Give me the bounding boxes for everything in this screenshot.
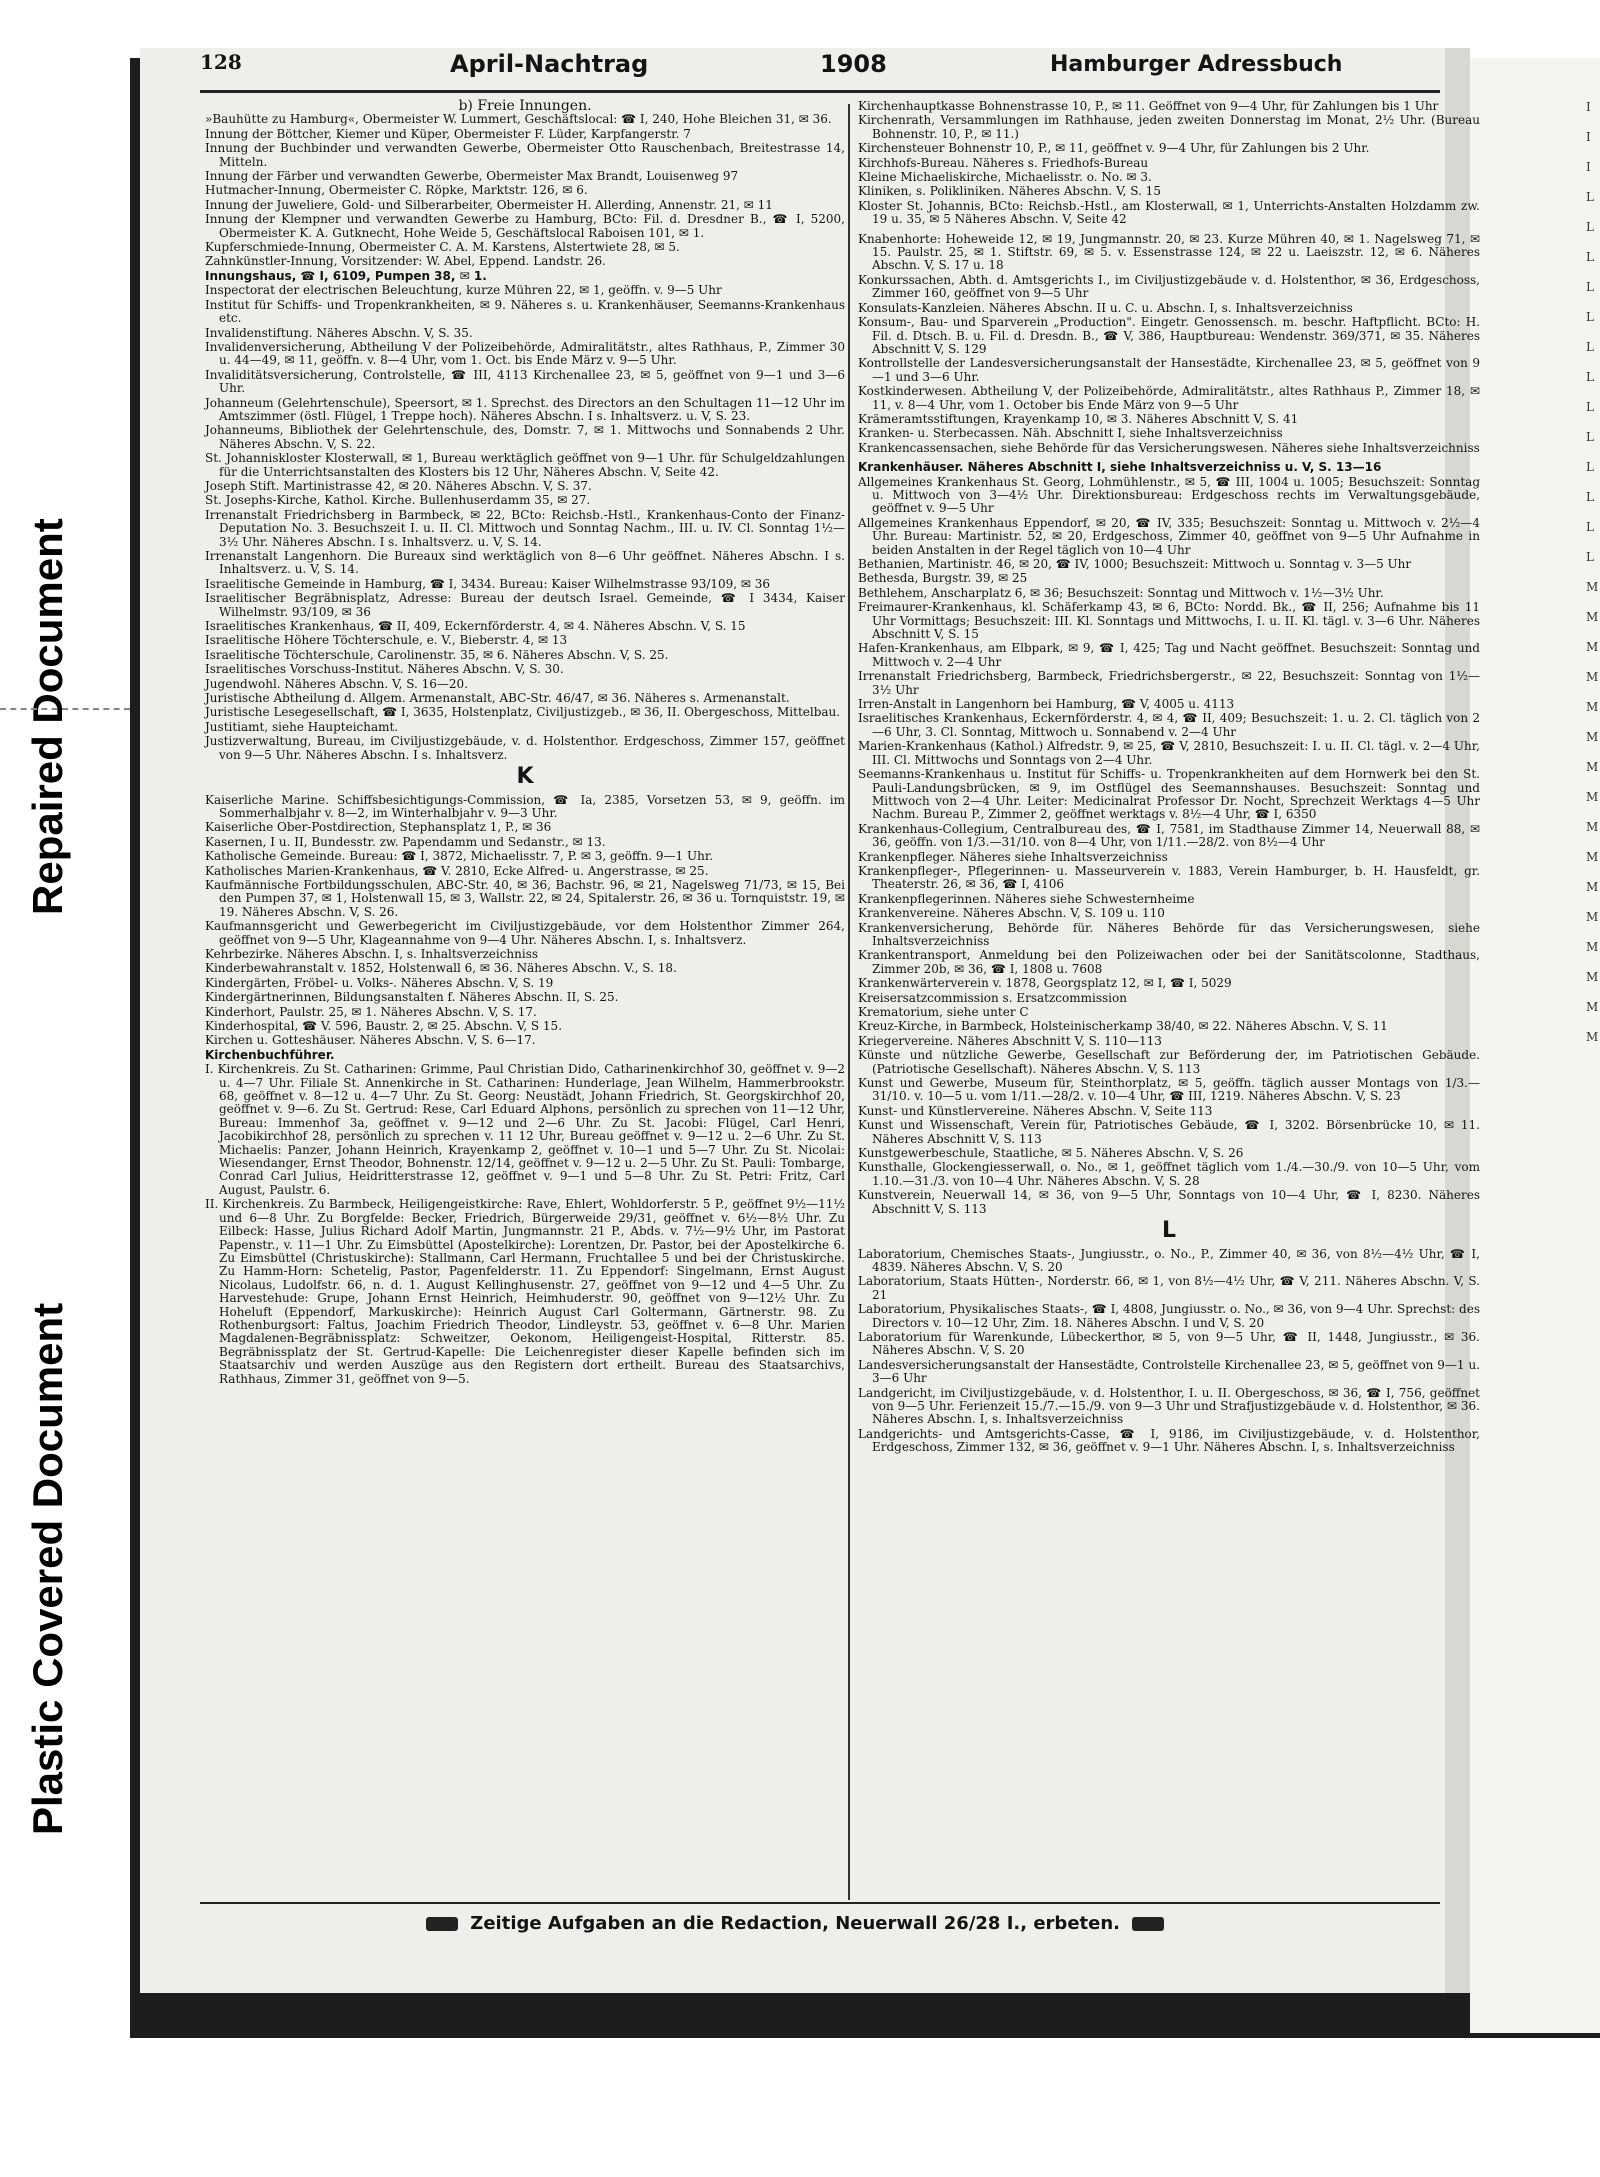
list-item: Invalidenversicherung, Abtheilung V der Polizeibehörde, Admiralitätstr., altes Rathhaus, P., Zimmer 30 u. 44—49, ✉ 11, geöffn. v. 8—4 Uhr, vom 1. Oct. bis Ende März v. 9—5 Uhr.: [205, 339, 845, 368]
margin-letter: M: [1586, 970, 1599, 984]
header-title: Hamburger Adressbuch: [1050, 52, 1343, 77]
list-item: Innung der Färber und verwandten Gewerbe, Obermeister Max Brandt, Louisenweg 97: [205, 169, 739, 184]
margin-letter: L: [1586, 340, 1594, 354]
margin-letter: M: [1586, 640, 1599, 654]
list-item: Irrenanstalt Friedrichsberg in Barmbeck, ✉ 22, BCto: Reichsb.-Hstl., Krankenhaus-Conto der Finanz-Deputation No. 3. Besuchszeit I. u. II. Cl. Mittwoch und Sonntag Nachm., III. u. IV. Cl. Sonntag 1½—3½ Uhr. Näheres Abschn. I s. Inhaltsverz. u. V, S. 14.: [205, 507, 845, 549]
margin-letter: M: [1586, 730, 1599, 744]
list-item: Inspectorat der electrischen Beleuchtung, kurze Mühren 22, ✉ 1, geöffn. v. 9—5 Uhr: [205, 283, 722, 298]
list-item: Landgerichts- und Amtsgerichts-Casse, ☎ I, 9186, im Civiljustizgebäude, v. d. Holstenthor, Erdgeschoss, Zimmer 132, ✉ 36, geöffnet v. 9—1 Uhr. Näheres Abschn. I, s. Inhaltsverzeichniss: [858, 1426, 1480, 1455]
margin-letter: M: [1586, 910, 1599, 924]
list-item: Kreuz-Kirche, in Barmbeck, Holsteinischerkamp 38/40, ✉ 22. Näheres Abschn. V, S. 11: [858, 1019, 1388, 1034]
list-item: Laboratorium für Warenkunde, Lübeckerthor, ✉ 5, von 9—5 Uhr, ☎ II, 1448, Jungiusstr., ✉ 36. Näheres Abschn. V, S. 20: [858, 1329, 1480, 1358]
list-item: Kliniken, s. Polikliniken. Näheres Abschn. V, S. 15: [858, 184, 1161, 199]
margin-letter: L: [1586, 220, 1594, 234]
letter-heading-l: L: [1161, 1218, 1177, 1244]
list-item: Israelitisches Vorschuss-Institut. Näheres Abschn. V, S. 30.: [205, 662, 564, 677]
list-item: Kunstverein, Neuerwall 14, ✉ 36, von 9—5 Uhr, Sonntags von 10—4 Uhr, ☎ I, 8230. Näheres Abschnitt V, S. 113: [858, 1188, 1480, 1216]
list-item: Laboratorium, Physikalisches Staats-, ☎ I, 4808, Jungiusstr. o. No., ✉ 36, von 9—4 Uhr. Sprechst: des Directors v. 10—12 Uhr, Zim. 18. Näheres Abschn. I und V, S. 20: [858, 1302, 1480, 1330]
list-item: Konkurssachen, Abth. d. Amtsgerichts I., im Civiljustizgebäude v. d. Holstenthor, ✉ 36, Erdgeschoss, Zimmer 160, geöffnet von 9—5 Uhr: [858, 272, 1480, 301]
letter-heading-k: K: [516, 764, 534, 790]
entry-list: [205, 794, 845, 878]
list-item: Kindergärtnerinnen, Bildungsanstalten f. Näheres Abschn. II, S. 25.: [205, 990, 619, 1005]
entry-list: [858, 100, 1480, 227]
list-item: Justizverwaltung, Bureau, im Civiljustizgebäude, v. d. Holstenthor. Erdgeschoss, Zimmer 157, geöffnet von 9—5 Uhr. Näheres Abschn. I s. Inhaltsverz.: [205, 734, 845, 762]
margin-letter: L: [1586, 190, 1594, 204]
list-item: Kloster St. Johannis, BCto: Reichsb.-Hstl., am Klosterwall, ✉ 1, Unterrichts-Anstalten Holzdamm zw. 19 u. 35, ✉ 5 Näheres Abschn. V, Seite 42: [858, 198, 1480, 227]
knabenhorte-entry: Knabenhorte: Hoheweide 12, ✉ 19, Jungmannstr. 20, ✉ 23. Kurze Mühren 40, ✉ 1. Nagelsweg 71, ✉ 15. Paulstr. 25, ✉ 1. Stiftstr. 69, ✉ 5. v. Essenstrasse 124, ✉ 22 u. Laeiszstr. 12, ✉ 6. Näheres Abschn. V, S. 17 u. 18: [858, 231, 1480, 273]
pointing-hand-icon: [426, 1917, 458, 1931]
entry-list: [858, 1275, 1480, 1454]
list-item: Kunsthalle, Glockengiesserwall, o. No., ✉ 1, geöffnet täglich vom 1./4.—30./9. von 10—5 Uhr, vom 1.10.—31./3. von 10—4 Uhr. Näheres Abschn. V, S. 28: [858, 1160, 1480, 1188]
list-item: Kinderbewahranstalt v. 1852, Holstenwall 6, ✉ 36. Näheres Abschn. V., S. 18.: [205, 961, 677, 976]
list-item: Freimaurer-Krankenhaus, kl. Schäferkamp 43, ✉ 6, BCto: Nordd. Bk., ☎ II, 256; Aufnahme bis 11 Uhr Vormittags; Besuchszeit: III. Kl. Sonntags und Mittwochs, I. u. II. Kl. tägl. v. 3—6 Uhr. Näheres Abschnitt V, S. 15: [858, 600, 1480, 642]
list-item: Zahnkünstler-Innung, Vorsitzender: W. Abel, Eppend. Landstr. 26.: [205, 254, 606, 269]
list-item: Kaufmannsgericht und Gewerbegericht im Civiljustizgebäude, vor dem Holstenthor Zimmer 264, geöffnet von 9—5 Uhr, Klageannahme von 9—4 Uhr. Näheres Abschn. I, s. Inhaltsverz.: [205, 919, 845, 947]
margin-letter: L: [1586, 310, 1594, 324]
list-item: Künste und nützliche Gewerbe, Gesellschaft zur Beförderung der, im Patriotischen Gebäude. (Patriotische Gesellschaft). Näheres Abschn. V, S. 113: [858, 1048, 1480, 1076]
list-item: Allgemeines Krankenhaus St. Georg, Lohmühlenstr., ✉ 5, ☎ III, 1004 u. 1005; Besuchszeit: Sonntag u. Mittwoch von 3—4½ Uhr. Direktionsbureau: Erdgeschoss rechts im Verwaltungsgebäude, geöffnet v. 9—5 Uhr: [858, 474, 1480, 516]
list-item: Kleine Michaeliskirche, Michaelisstr. o. No. ✉ 3.: [858, 170, 1152, 185]
list-item: »Bauhütte zu Hamburg«, Obermeister W. Lummert, Geschäftslocal: ☎ I, 240, Hohe Bleichen 31, ✉ 36.: [205, 112, 832, 127]
list-item: Bethanien, Martinistr. 46, ✉ 20, ☎ IV, 1000; Besuchszeit: Mittwoch u. Sonntag v. 3—5 Uhr: [858, 557, 1412, 571]
plastic-covered-label: Plastic Covered Document: [24, 1302, 71, 1835]
list-item: St. Josephs-Kirche, Kathol. Kirche. Bullenhuserdamm 35, ✉ 27.: [205, 493, 591, 508]
list-item: Kirchenhauptkasse Bohnenstrasse 10, P., ✉ 11. Geöffnet von 9—4 Uhr, für Zahlungen bis 1 Uhr: [858, 99, 1439, 113]
list-item: Jugendwohl. Näheres Abschn. V, S. 16—20.: [205, 676, 469, 691]
krankenhaeuser-entry: Krankenhäuser. Näheres Abschnitt I, siehe Inhaltsverzeichniss u. V, S. 13—16: [858, 460, 1382, 475]
list-item: Innung der Juweliere, Gold- und Silberarbeiter, Obermeister H. Allerding, Annenstr. 21, ✉ 11: [205, 197, 773, 212]
list-item: Innung der Böttcher, Kiemer und Küper, Obermeister F. Lüder, Karpfangerstr. 7: [205, 126, 691, 141]
margin-letter: L: [1586, 370, 1594, 384]
list-item: Invalidenstiftung. Näheres Abschn. V, S. 35.: [205, 325, 473, 340]
list-item: Seemanns-Krankenhaus u. Institut für Schiffs- u. Tropenkrankheiten auf dem Hornwerk bei den St. Pauli-Landungsbrücken, ✉ 9, im Ostflügel des Seemannshauses. Besuchszeit: Sonntag und Mittwoch von 2—4 Uhr. Leiter: Medicinalrat Professor Dr. Nocht, Sprechzeit Werktags 4—5 Uhr Nachm. Bureau P., Zimmer 2, geöffnet werktags v. 8½—4 Uhr, ☎ I, 6350: [858, 767, 1480, 822]
list-item: Marien-Krankenhaus (Kathol.) Alfredstr. 9, ✉ 25, ☎ V, 2810, Besuchszeit: I. u. II. Cl. tägl. v. 2—4 Uhr, III. Cl. Mittwochs und Sonntags von 2—4 Uhr.: [858, 739, 1480, 767]
list-item: Krankenhaus-Collegium, Centralbureau des, ☎ I, 7581, im Stadthause Zimmer 14, Neuerwall 88, ✉ 36, geöffn. von 1/3.—31/10. von 8—4 Uhr, von 1/11.—28/2. von 8½—4 Uhr: [858, 821, 1480, 850]
margin-letter: M: [1586, 1030, 1599, 1044]
list-item: Kriegervereine. Näheres Abschnitt V, S. 110—113: [858, 1033, 1162, 1048]
list-item: Kirchensteuer Bohnenstr 10, P., ✉ 11, geöffnet v. 9—4 Uhr, für Zahlungen bis 2 Uhr.: [858, 141, 1370, 156]
list-item: Israelitische Töchterschule, Carolinenstr. 35, ✉ 6. Näheres Abschn. V, S. 25.: [205, 647, 669, 662]
list-item: Innung der Buchbinder und verwandten Gewerbe, Obermeister Otto Rauschenbach, Breitestrasse 14, Mitteln.: [205, 141, 845, 169]
footer-rule: [200, 1902, 1440, 1904]
list-item: Kaiserliche Marine. Schiffsbesichtigungs-Commission, ☎ Ia, 2385, Vorsetzen 53, ✉ 9, geöffn. im Sommerhalbjahr v. 8—2, im Winterhalbjahr v. 9—3 Uhr.: [205, 792, 845, 820]
list-item: Krankenversicherung, Behörde für. Näheres Behörde für das Versicherungswesen, siehe Inhaltsverzeichniss: [858, 920, 1480, 948]
right-column: [858, 100, 1480, 1456]
list-item: Hutmacher-Innung, Obermeister C. Röpke, Marktstr. 126, ✉ 6.: [205, 183, 588, 198]
laboratorium-entry: Laboratorium, Chemisches Staats-, Jungiusstr., o. No., P., Zimmer 40, ✉ 36, von 8½—4½ Uhr, ☎ I, 4839. Näheres Abschn. V, S. 20: [858, 1246, 1480, 1274]
list-item: Kaiserliche Ober-Postdirection, Stephansplatz 1, P., ✉ 36: [205, 820, 552, 835]
entry-list: [858, 274, 1480, 455]
kaufmaennische-entry: Kaufmännische Fortbildungsschulen, ABC-Str. 40, ✉ 36, Bachstr. 96, ✉ 21, Nagelsweg 71/73, ✉ 15, Bei den Pumpen 37, ✉ 1, Holstenwall 15, ✉ 3, Wallstr. 22, ✉ 24, Spitalerstr. 26, ✉ 36 u. Tornquiststr. 19, ✉ 19. Näheres Abschn. V, S. 26.: [205, 877, 845, 919]
margin-letter: L: [1586, 490, 1594, 504]
margin-letter: L: [1586, 400, 1594, 414]
list-item: Krankenvereine. Näheres Abschn. V, S. 109 u. 110: [858, 906, 1165, 921]
repaired-document-label: Repaired Document: [24, 518, 71, 915]
list-item: Krankenpfleger. Näheres siehe Inhaltsverzeichniss: [858, 849, 1168, 864]
margin-letter: I: [1586, 100, 1591, 114]
list-item: Krematorium, siehe unter C: [858, 1005, 1029, 1019]
margin-letter: M: [1586, 610, 1599, 624]
list-item: Krankenwärterverein v. 1878, Georgsplatz 12, ✉ I, ☎ I, 5029: [858, 976, 1232, 991]
list-item: Juristische Lesegesellschaft, ☎ I, 3635, Holstenplatz, Civiljustizgeb., ✉ 36, II. Obergeschoss, Mittelbau.: [205, 705, 841, 720]
entry-list: [858, 476, 1480, 1217]
list-item: Kunstgewerbeschule, Staatliche, ✉ 5. Näheres Abschn. V, S. 26: [858, 1146, 1244, 1161]
list-item: Laboratorium, Staats Hütten-, Norderstr. 66, ✉ 1, von 8½—4½ Uhr, ☎ V, 211. Näheres Abschn. V, S. 21: [858, 1274, 1480, 1302]
kirchenbuch-heading: Kirchenbuchführer.: [205, 1047, 335, 1062]
list-item: Justitiamt, siehe Haupteichamt.: [205, 719, 399, 734]
sidebar: [0, 0, 130, 2177]
margin-letter: M: [1586, 760, 1599, 774]
kirchenkreis-1: I. Kirchenkreis. Zu St. Catharinen: Grimme, Paul Christian Dido, Catharinenkirchhof 30, geöffnet v. 9—2 u. 4—7 Uhr. Filiale St. Annenkirche in St. Catharinen: Hunderlage, Jean Wilhelm, Hammerbrookstr. 68, geöffnet v. 8—12 u. 4—7 Uhr. Zu St. Georg: Neustädt, Johann Friedrich, St. Georgskirchhof 20, geöffnet v. 9—6. Zu St. Gertrud: Rese, Carl Eduard Alphons, persönlich zu sprechen von 11—12 Uhr, Bureau: Immenhof 3a, geöffnet v. 9—12 und 2—6 Uhr. Zu St. Jacobi: Flügel, Carl Henri, Jacobikirchhof 28, persönlich zu sprechen v. 11 12 Uhr, Bureau geöffnet v. 9—12 u. 2—6 Uhr. Zu St. Michaelis: Panzer, Johann Heinrich, Krayenkamp 2, geöffnet v. 10—1 und 5—7 Uhr. Zu St. Nicolai: Wiesendanger, Ernst Theodor, Bohnenstr. 12/14, geöffnet v. 9—12 u. 2—5 Uhr. Zu St. Pauli: Tombarge, Conrad Carl Julius, Heidritterstrasse 12, geöffnet v. 9—1 und 5—8 Uhr. Zu St. Petri: Fritz, Carl August, Paulstr. 6.: [205, 1062, 845, 1197]
column-divider: [848, 104, 850, 1900]
margin-letter: L: [1586, 550, 1594, 564]
list-item: Konsum-, Bau- und Sparverein „Production". Eingetr. Genossensch. m. beschr. Haftpflicht. BCto: H. Fil. d. Dtsch. B. u. Fil. d. Dresdn. B., ☎ V, 386, Hauptbureau: Wendenstr. 369/371, ✉ 35. Näheres Abschnitt V, S. 129: [858, 315, 1480, 356]
list-item: Landgericht, im Civiljustizgebäude, v. d. Holstenthor, I. u. II. Obergeschoss, ✉ 36, ☎ I, 756, geöffnet von 9—5 Uhr. Ferienzeit 15./7.—15./9. von 9—3 Uhr und Strafjustizgebäude v. d. Holstenthor, ✉ 36. Näheres Abschn. I, s. Inhaltsverzeichniss: [858, 1385, 1480, 1427]
list-item: Krankenpfleger-, Pflegerinnen- u. Masseurverein v. 1883, Verein Hamburger, b. H. Hausfeldt, gr. Theaterstr. 26, ✉ 36, ☎ I, 4106: [858, 863, 1480, 892]
list-item: Bethesda, Burgstr. 39, ✉ 25: [858, 571, 1028, 586]
list-item: Israelitischer Begräbnisplatz, Adresse: Bureau der deutsch Israel. Gemeinde, ☎ I 3434, Kaiser Wilhelmstr. 93/109, ✉ 36: [205, 591, 845, 619]
margin-letter: M: [1586, 940, 1599, 954]
list-item: Kirchen u. Gotteshäuser. Näheres Abschn. V, S. 6—17.: [205, 1033, 536, 1048]
list-item: Kunst und Wissenschaft, Verein für, Patriotisches Gebäude, ☎ I, 3202. Börsenbrücke 10, ✉ 11. Näheres Abschnitt V, S. 113: [858, 1118, 1480, 1146]
list-item: Krankencassensachen, siehe Behörde für das Versicherungswesen. Näheres siehe Inhaltsverzeichniss: [858, 440, 1480, 455]
page-footer: [420, 1913, 1170, 1934]
list-item: Kreisersatzcommission s. Ersatzcommission: [858, 990, 1127, 1005]
list-item: Irrenanstalt Langenhorn. Die Bureaux sind werktäglich von 8—6 Uhr geöffnet. Näheres Abschn. I s. Inhaltsverz. u. V, S. 14.: [205, 549, 845, 577]
list-item: Kirchenrath, Versammlungen im Rathhause, jeden zweiten Donnerstag im Monat, 2½ Uhr. (Bureau Bohnenstr. 10, P., ✉ 11.): [858, 113, 1480, 141]
margin-letter: L: [1586, 460, 1594, 474]
list-item: Kostkinderwesen. Abtheilung V, der Polizeibehörde, Admiralitätstr., altes Rathhaus P., Zimmer 18, ✉ 11, v. 8—4 Uhr, vom 1. October bis Ende März von 9—5 Uhr: [858, 384, 1480, 412]
list-item: Invaliditätsversicherung, Controlstelle, ☎ III, 4113 Kirchenallee 23, ✉ 5, geöffnet von 9—1 und 3—6 Uhr.: [205, 367, 845, 396]
list-item: Irren-Anstalt in Langenhorn bei Hamburg, ☎ V, 4005 u. 4113: [858, 697, 1235, 712]
page-number: 128: [200, 50, 242, 74]
list-item: Katholische Gemeinde. Bureau: ☎ I, 3872, Michaelisstr. 7, P. ✉ 3, geöffn. 9—1 Uhr.: [205, 849, 714, 864]
list-item: Israelitisches Krankenhaus, Eckernförderstr. 4, ✉ 4, ☎ II, 409; Besuchszeit: 1. u. 2. Cl. täglich von 2—6 Uhr, 3. Cl. Sonntag, Mittwoch u. Sonnabend v. 2—4 Uhr: [858, 711, 1480, 739]
margin-letter: L: [1586, 520, 1594, 534]
list-item: Juristische Abtheilung d. Allgem. Armenanstalt, ABC-Str. 46/47, ✉ 36. Näheres s. Armenanstalt.: [205, 691, 790, 706]
list-item: Kinderhort, Paulstr. 25, ✉ 1. Näheres Abschn. V, S. 17.: [205, 1004, 537, 1019]
margin-letter: I: [1586, 130, 1591, 144]
margin-letter: M: [1586, 580, 1599, 594]
margin-letter: M: [1586, 850, 1599, 864]
list-item: Institut für Schiffs- und Tropenkrankheiten, ✉ 9. Näheres s. u. Krankenhäuser, Seemanns-Krankenhaus etc.: [205, 297, 845, 326]
list-item: Krankenpflegerinnen. Näheres siehe Schwesternheime: [858, 891, 1195, 906]
header-rule: [200, 90, 1440, 93]
list-item: St. Johanniskloster Klosterwall, ✉ 1, Bureau werktäglich geöffnet von 9—1 Uhr. für Schulgeldzahlungen für die Unterrichtsanstalten des Klosters bis 12 Uhr, Näheres Abschn. V, Seite 42.: [205, 451, 845, 479]
list-item: Innung der Klempner und verwandten Gewerbe zu Hamburg, BCto: Fil. d. Dresdner B., ☎ I, 5200, Obermeister K. A. Gutknecht, Hohe Weide 5, Geschäftslocal Raboisen 101, ✉ 1.: [205, 212, 845, 240]
margin-letter: M: [1586, 820, 1599, 834]
list-item: Kunst und Gewerbe, Museum für, Steinthorplatz, ✉ 5, geöffn. täglich ausser Montags von 1/3.—31/10. v. 10—5 u. vom 1/11.—28/2. v. 10—4 Uhr, ☎ III, 1219. Näheres Abschn. V, S. 23: [858, 1076, 1480, 1104]
entry-list: [205, 920, 845, 1048]
list-item: Kontrollstelle der Landesversicherungsanstalt der Hansestädte, Kirchenallee 23, ✉ 5, geöffnet von 9—1 und 3—6 Uhr.: [858, 356, 1480, 384]
next-page-strip: [1470, 58, 1600, 2033]
list-item: Krankentransport, Anmeldung bei den Polizeiwachen oder bei der Sanitätscolonne, Stadthaus, Zimmer 20b, ✉ 36, ☎ I, 1808 u. 7608: [858, 948, 1480, 976]
list-item: Bethlehem, Anscharplatz 6, ✉ 36; Besuchszeit: Sonntag und Mittwoch v. 1½—3½ Uhr.: [858, 585, 1384, 600]
margin-letter: I: [1586, 160, 1591, 174]
list-item: Irrenanstalt Friedrichsberg, Barmbeck, Friedrichsbergerstr., ✉ 22, Besuchszeit: Sonntag von 1½—3½ Uhr: [858, 669, 1480, 697]
innungshaus-entry: Innungshaus, ☎ I, 6109, Pumpen 38, ✉ 1.: [205, 268, 487, 283]
entry-list: [205, 284, 845, 762]
section-heading: b) Freie Innungen.: [458, 98, 592, 114]
header-section: April-Nachtrag: [450, 50, 649, 78]
list-item: Kinderhospital, ☎ V. 596, Baustr. 2, ✉ 25. Abschn. V, S 15.: [205, 1019, 563, 1033]
list-item: Allgemeines Krankenhaus Eppendorf, ✉ 20, ☎ IV, 335; Besuchszeit: Sonntag u. Mittwoch v. 2½—4 Uhr. Bureau: Martinistr. 52, ✉ 20, Erdgeschoss, Zimmer 40, geöffnet von 9—5 Uhr Aufnahme in beiden Anstalten in der Regel täglich von 10—4 Uhr: [858, 515, 1480, 557]
margin-letter: M: [1586, 700, 1599, 714]
list-item: Krämeramtsstiftungen, Krayenkamp 10, ✉ 3. Näheres Abschnitt V, S. 41: [858, 411, 1299, 426]
list-item: Kupferschmiede-Innung, Obermeister C. A. M. Karstens, Alstertwiete 28, ✉ 5.: [205, 240, 680, 255]
list-item: Landesversicherungsanstalt der Hansestädte, Controlstelle Kirchenallee 23, ✉ 5, geöffnet von 9—1 u. 3—6 Uhr: [858, 1357, 1480, 1386]
page-header: [200, 50, 1440, 90]
list-item: Kranken- u. Sterbecassen. Näh. Abschnitt I, siehe Inhaltsverzeichniss: [858, 426, 1283, 441]
margin-letter: L: [1586, 250, 1594, 264]
header-year: 1908: [820, 50, 887, 78]
list-item: Konsulats-Kanzleien. Näheres Abschn. II u. C. u. Abschn. I, s. Inhaltsverzeichniss: [858, 300, 1353, 315]
list-item: Joseph Stift. Martinistrasse 42, ✉ 20. Näheres Abschn. V, S. 37.: [205, 478, 592, 493]
list-item: Kindergärten, Fröbel- u. Volks-. Näheres Abschn. V, S. 19: [205, 975, 554, 990]
list-item: Katholisches Marien-Krankenhaus, ☎ V. 2810, Ecke Alfred- u. Angerstrasse, ✉ 25.: [205, 863, 709, 878]
kirchenkreis-2: II. Kirchenkreis. Zu Barmbeck, Heiligengeistkirche: Rave, Ehlert, Wohldorferstr. 5 P., geöffnet 9½—11½ und 6—8 Uhr. Zu Borgfelde: Becker, Friedrich, Bürgerweide 29/31, geöffnet v. 6½—8½ Uhr. Zu Eilbeck: Hasse, Julius Richard Adolf Martin, Jungmannstr. 21 P., Abds. v. 7½—9½ Uhr, im Pastorat Papenstr., v. 11—1 Uhr. Zu Eimsbüttel (Apostelkirche): Lorentzen, Dr. Pastor, bei der Apostelkirche 6. Zu Eimsbüttel (Christuskirche): Stallmann, Carl Hermann, Fruchtallee 5 und bei der Christuskirche. Zu Hamm-Horn: Schetelig, Pastor, Pagenfelderstr. 11. Zu Eppendorf: Singelmann, Ernst August Nicolaus, Ludolfstr. 66, n. d. 1. August Kellinghusenstr. 27, geöffnet von 9—12 und 4—5 Uhr. Zu Harvestehude: Grupe, Johann Ernst Heinrich, Heimhuderstr. 90, geöffnet von 9—12½ Uhr. Zu Hoheluft (Eppendorf, Markuskirche): Heinrich August Carl Goltermann, Gärtnerstr. 98. Zu Rothenburgsort: Faltus, Joachim Friedrich Theodor, Lindleystr. 53, geöffnet v. 6—8 Uhr. Marien Magdalenen-Begräbnissplatz: Schweitzer, Oekonom, Heiligengeist-Hospital, Ritterstr. 85. Begräbnissplatz der St. Gertrud-Kapelle: Die Leichenregister dieser Kapelle befinden sich im Staatsarchiv und werden Auszüge aus den Registern dort ertheilt. Bureau des Staatsarchivs, Rathhaus, Zimmer 31, geöffnet von 9—5.: [205, 1197, 845, 1386]
list-item: Israelitische Höhere Töchterschule, e. V., Bieberstr. 4, ✉ 13: [205, 633, 568, 648]
list-item: Kasernen, I u. II, Bundesstr. zw. Papendamm und Sedanstr., ✉ 13.: [205, 834, 606, 849]
pointing-hand-icon: [1132, 1917, 1164, 1931]
list-item: Israelitische Gemeinde in Hamburg, ☎ I, 3434. Bureau: Kaiser Wilhelmstrasse 93/109, ✉ 36: [205, 576, 771, 591]
list-item: Hafen-Krankenhaus, am Elbpark, ✉ 9, ☎ I, 425; Tag und Nacht geöffnet. Besuchszeit: Sonntag und Mittwoch v. 2—4 Uhr: [858, 641, 1480, 669]
list-item: Kehrbezirke. Näheres Abschn. I, s. Inhaltsverzeichniss: [205, 946, 539, 961]
list-item: Johanneums, Bibliothek der Gelehrtenschule, des, Domstr. 7, ✉ 1. Mittwochs und Sonnabends 2 Uhr. Näheres Abschn. V, S. 22.: [205, 423, 845, 451]
margin-letter: L: [1586, 280, 1594, 294]
margin-letter: M: [1586, 1000, 1599, 1014]
entry-list: [205, 113, 845, 268]
sidebar-divider: [0, 708, 130, 710]
list-item: Israelitisches Krankenhaus, ☎ II, 409, Eckernförderstr. 4, ✉ 4. Näheres Abschn. V, S. 15: [205, 619, 746, 634]
left-column: [205, 100, 845, 1387]
margin-letter: M: [1586, 670, 1599, 684]
list-item: Kirchhofs-Bureau. Näheres s. Friedhofs-Bureau: [858, 155, 1149, 170]
margin-letter: M: [1586, 790, 1599, 804]
margin-letter: M: [1586, 880, 1599, 894]
footer-text: Zeitige Aufgaben an die Redaction, Neuerwall 26/28 I., erbeten.: [470, 1913, 1120, 1934]
list-item: Kunst- und Künstlervereine. Näheres Abschn. V, Seite 113: [858, 1103, 1213, 1118]
list-item: Johanneum (Gelehrtenschule), Speersort, ✉ 1. Sprechst. des Directors an den Schultagen 11—12 Uhr im Amtszimmer (östl. Flügel, 1 Treppe hoch). Näheres Abschn. I s. Inhaltsverz. u. V, S. 23.: [205, 395, 845, 423]
margin-letter: L: [1586, 430, 1594, 444]
